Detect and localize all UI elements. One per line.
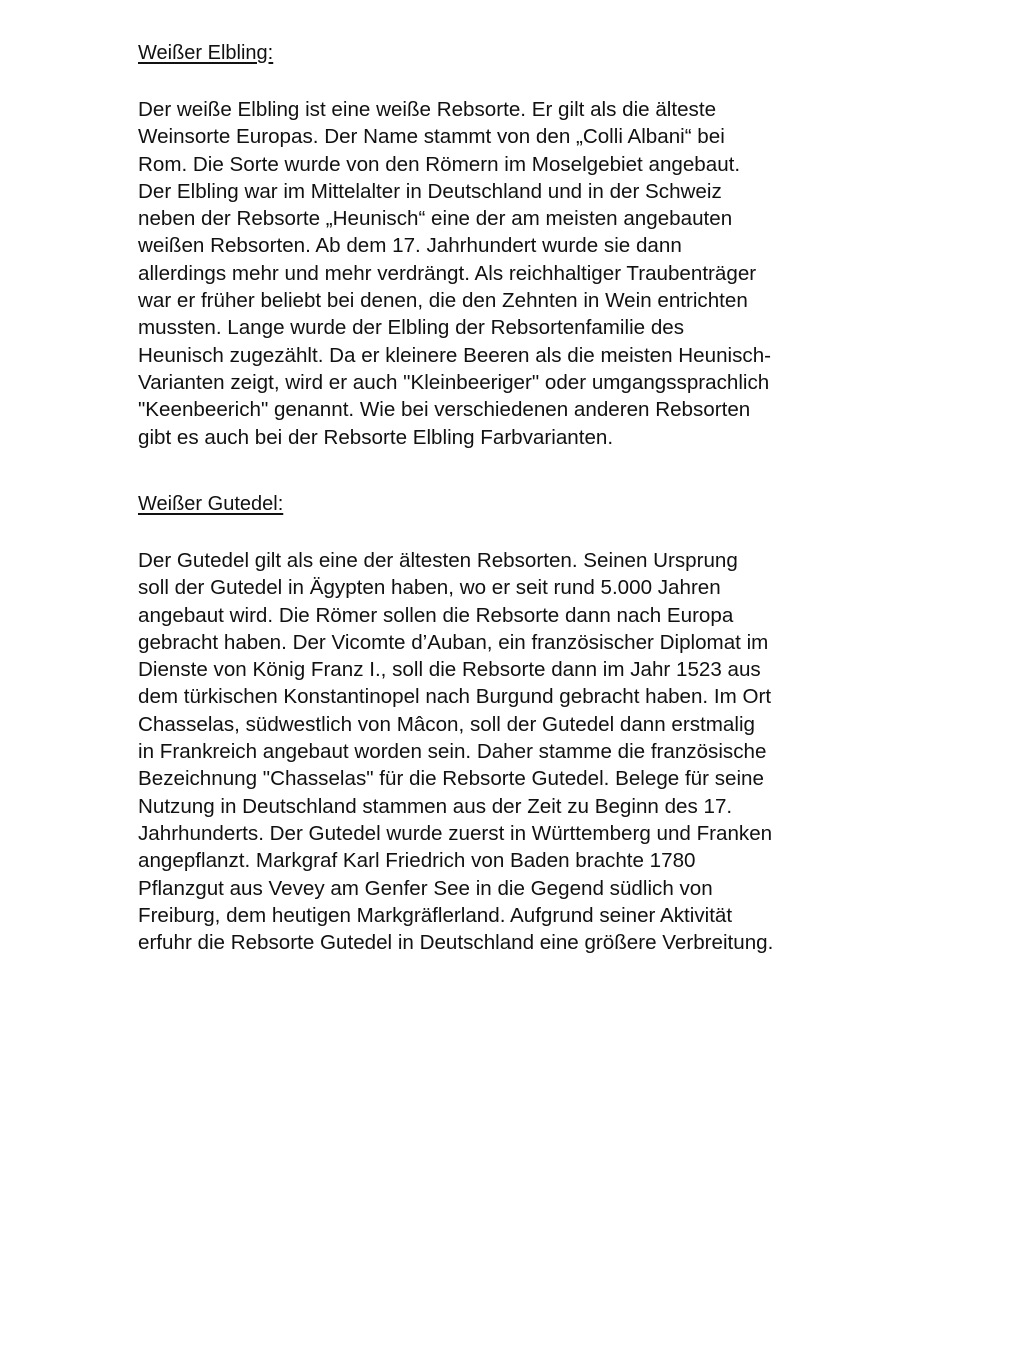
text-line: in Frankreich angebaut worden sein. Daher stamme die französische bbox=[138, 740, 767, 764]
text-line: gebracht haben. Der Vicomte d’Auban, ein französischer Diplomat im bbox=[138, 630, 769, 654]
text-line: Bezeichnung "Chasselas" für die Rebsorte Gutedel. Belege für seine bbox=[138, 767, 764, 791]
section-heading-elbling: Weißer Elbling: bbox=[138, 42, 274, 64]
text-line: Der Gutedel gilt als eine der ältesten Rebsorten. Seinen Ursprung bbox=[138, 549, 738, 572]
section-weisser-elbling bbox=[138, 40, 858, 451]
text-line: Der weiße Elbling ist eine weiße Rebsorte. Er gilt als die älteste bbox=[138, 98, 717, 121]
text-line: erfuhr die Rebsorte Gutedel in Deutschland eine größere Verbreitung. bbox=[138, 931, 774, 955]
text-line: Heunisch zugezählt. Da er kleinere Beeren als die meisten Heunisch- bbox=[138, 343, 772, 367]
text-line: weißen Rebsorten. Ab dem 17. Jahrhundert wurde sie dann bbox=[138, 234, 682, 258]
text-line: Jahrhunderts. Der Gutedel wurde zuerst in Württemberg und Franken bbox=[138, 821, 773, 845]
text-line: angebaut wird. Die Römer sollen die Rebsorte dann nach Europa bbox=[138, 603, 734, 627]
text-line: dem türkischen Konstantinopel nach Burgund gebracht haben. Im Ort bbox=[138, 685, 772, 709]
section-heading-gutedel: Weißer Gutedel: bbox=[138, 493, 284, 515]
text-line: Der Elbling war im Mittelalter in Deutschland und in der Schweiz bbox=[138, 179, 722, 203]
text-line: Pflanzgut aus Vevey am Genfer See in die Gegend südlich von bbox=[138, 876, 713, 900]
section-body-gutedel bbox=[138, 547, 858, 956]
text-line: "Keenbeerich" genannt. Wie bei verschiedenen anderen Rebsorten bbox=[138, 398, 751, 422]
text-line: Nutzung in Deutschland stammen aus der Zeit zu Beginn des 17. bbox=[138, 794, 733, 818]
text-line: Dienste von König Franz I., soll die Rebsorte dann im Jahr 1523 aus bbox=[138, 658, 761, 682]
text-line: allerdings mehr und mehr verdrängt. Als reichhaltiger Traubenträger bbox=[138, 261, 757, 285]
text-line: neben der Rebsorte „Heunisch“ eine der am meisten angebauten bbox=[138, 207, 733, 231]
text-line: soll der Gutedel in Ägypten haben, wo er seit rund 5.000 Jahren bbox=[138, 576, 721, 600]
text-line: Weinsorte Europas. Der Name stammt von den „Colli Albani“ bei bbox=[138, 125, 725, 149]
section-body-elbling bbox=[138, 96, 858, 451]
text-line: angepflanzt. Markgraf Karl Friedrich von Baden brachte 1780 bbox=[138, 849, 696, 873]
text-line: Varianten zeigt, wird er auch "Kleinbeeriger" oder umgangssprachlich bbox=[138, 370, 770, 394]
text-line: gibt es auch bei der Rebsorte Elbling Farbvarianten. bbox=[138, 425, 614, 449]
section-weisser-gutedel bbox=[138, 491, 858, 956]
text-line: war er früher beliebt bei denen, die den Zehnten in Wein entrichten bbox=[138, 289, 748, 313]
text-line: Rom. Die Sorte wurde von den Römern im Moselgebiet angebaut. bbox=[138, 152, 741, 176]
text-line: Freiburg, dem heutigen Markgräflerland. Aufgrund seiner Aktivität bbox=[138, 903, 733, 927]
text-line: Chasselas, südwestlich von Mâcon, soll der Gutedel dann erstmalig bbox=[138, 712, 755, 736]
text-line: mussten. Lange wurde der Elbling der Rebsortenfamilie des bbox=[138, 316, 685, 340]
